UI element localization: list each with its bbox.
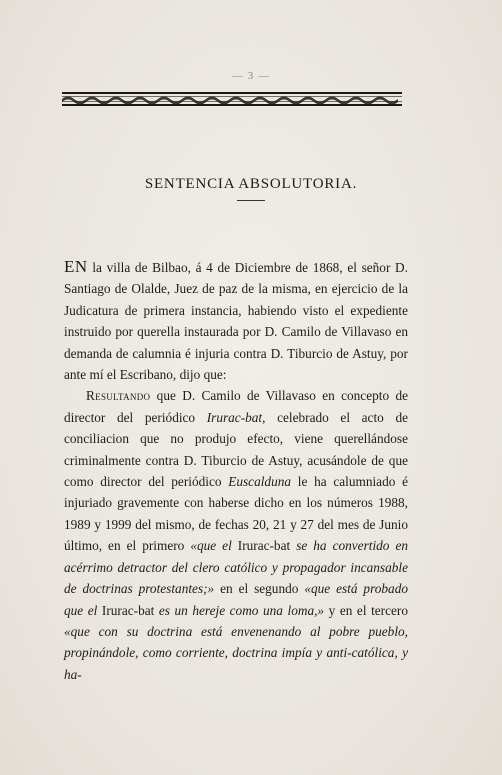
quote-3: «que con su doctrina está envenenando al pobre pueblo, propinándole, como corriente, doctrina impía y anti-católica, y ha-	[64, 623, 408, 682]
paragraph-2-text-2: , celebrado el acto de conciliacion que no produjo efecto, viene querellándose criminalmente contra D. Tiburcio de Astuy, acusándole de que como director del periódico	[64, 409, 408, 490]
ornamental-header-band	[62, 92, 402, 106]
opening-word: EN	[64, 257, 88, 276]
quote-1-name: Irurac-bat	[237, 538, 291, 554]
paragraph-2-text-5: y en el tercero	[324, 602, 408, 618]
paragraph-2-text-3: le ha calumniado é injuriado gravemente con haberse dicho en los números 1988, 1989 y 1999 del mismo, de fechas 20, 21 y 27 del mes de Junio último, en el primero	[64, 474, 408, 554]
quote-2: «que está probado que el	[64, 581, 408, 618]
quote-1-rest: se ha convertido en acérrimo detractor del clero católico y propagador incansable de doctrinas protestantes;»	[64, 538, 408, 597]
newspaper-name: Irurac-bat	[206, 409, 263, 425]
page-number: — 3 —	[232, 70, 270, 82]
newspaper-name: Euscalduna	[228, 474, 292, 490]
paragraph-1	[64, 256, 408, 385]
document-title: SENTENCIA ABSOLUTORIA.	[144, 176, 358, 192]
quote-1: «que el	[190, 538, 238, 554]
title-underline	[237, 200, 265, 201]
body-text	[64, 256, 408, 685]
paragraph-2-text-1: que D. Camilo de Villavaso en concepto de director del periódico	[64, 388, 408, 425]
quote-2-rest: es un hereje como una loma,»	[154, 602, 325, 618]
paragraph-2	[64, 385, 408, 685]
paragraph-1-text: la villa de Bilbao, á 4 de Diciembre de 1868, el señor D. Santiago de Olalde, Juez de paz de la misma, en ejercicio de la Judicatura de primera instancia, habiendo visto el expediente instruido por querella instaurada por D. Camilo de Villavaso en demanda de calumnia é injuria contra D. Tiburcio de Astuy, por ante mí el Escribano, dijo que:	[64, 260, 408, 383]
quote-2-name: Irurac-bat	[101, 602, 155, 618]
paragraph-2-text-4: en el segundo	[214, 581, 305, 597]
resultando-heading: Resultando	[86, 388, 151, 404]
